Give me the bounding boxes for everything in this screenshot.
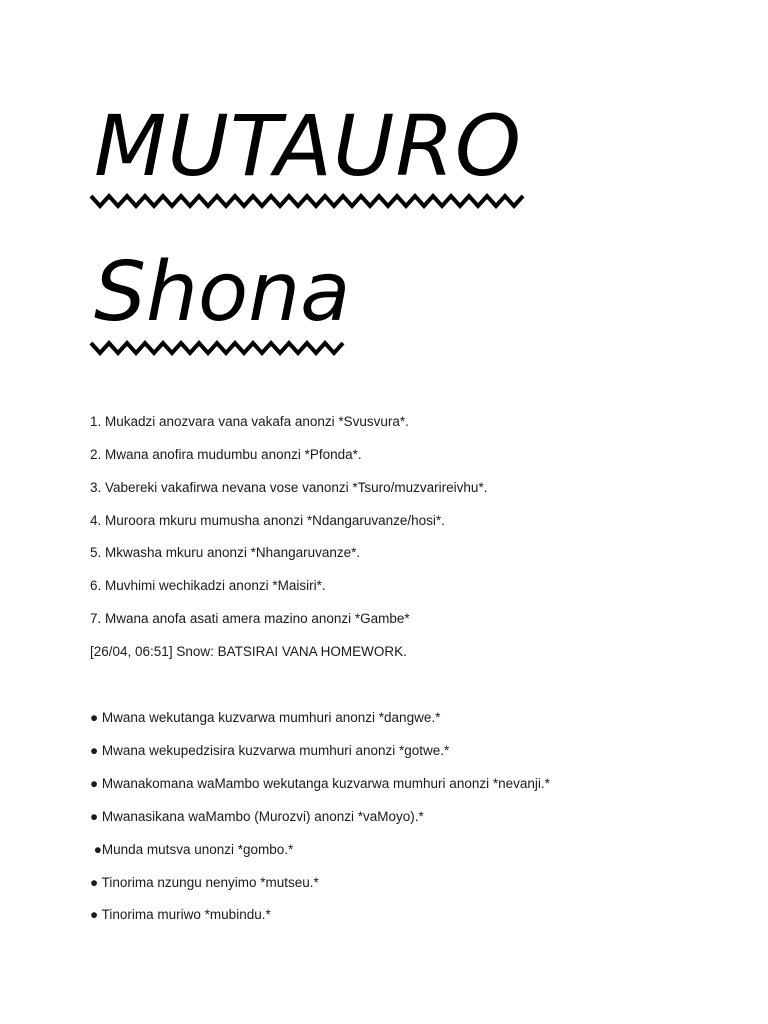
list-item: 4. Muroora mkuru mumusha anonzi *Ndangaruvanze/hosi*.	[90, 513, 445, 528]
list-item: 1. Mukadzi anozvara vana vakafa anonzi *Svusvura*.	[90, 414, 409, 429]
list-item: 5. Mkwasha mkuru anonzi *Nhangaruvanze*.	[90, 545, 361, 560]
title-zigzag-underline	[89, 190, 529, 212]
document-title: MUTAURO	[94, 97, 522, 195]
bullet-item: ● Tinorima muriwo *mubindu.*	[90, 907, 271, 922]
bullet-item: ● Mwana wekutanga kuzvarwa mumhuri anonzi *dangwe.*	[90, 710, 441, 725]
bullet-item: ● Tinorima nzungu nenyimo *mutseu.*	[90, 875, 319, 890]
chat-message: [26/04, 06:51] Snow: BATSIRAI VANA HOMEWORK.	[90, 644, 407, 659]
bullet-item: ● Mwanasikana waMambo (Murozvi) anonzi *vaMoyo).*	[90, 809, 424, 824]
subtitle-zigzag-underline	[89, 337, 351, 359]
list-item: 2. Mwana anofira mudumbu anonzi *Pfonda*.	[90, 447, 362, 462]
bullet-item: ●Munda mutsva unonzi *gombo.*	[90, 842, 294, 857]
list-item: 3. Vabereki vakafirwa nevana vose vanonzi *Tsuro/muzvarireivhu*.	[90, 480, 488, 495]
document-subtitle: Shona	[94, 245, 351, 340]
list-item: 7. Mwana anofa asati amera mazino anonzi *Gambe*	[90, 611, 410, 626]
bullet-item: ● Mwana wekupedzisira kuzvarwa mumhuri anonzi *gotwe.*	[90, 743, 450, 758]
bullet-item: ● Mwanakomana waMambo wekutanga kuzvarwa mumhuri anonzi *nevanji.*	[90, 776, 550, 791]
list-item: 6. Muvhimi wechikadzi anonzi *Maisiri*.	[90, 578, 326, 593]
